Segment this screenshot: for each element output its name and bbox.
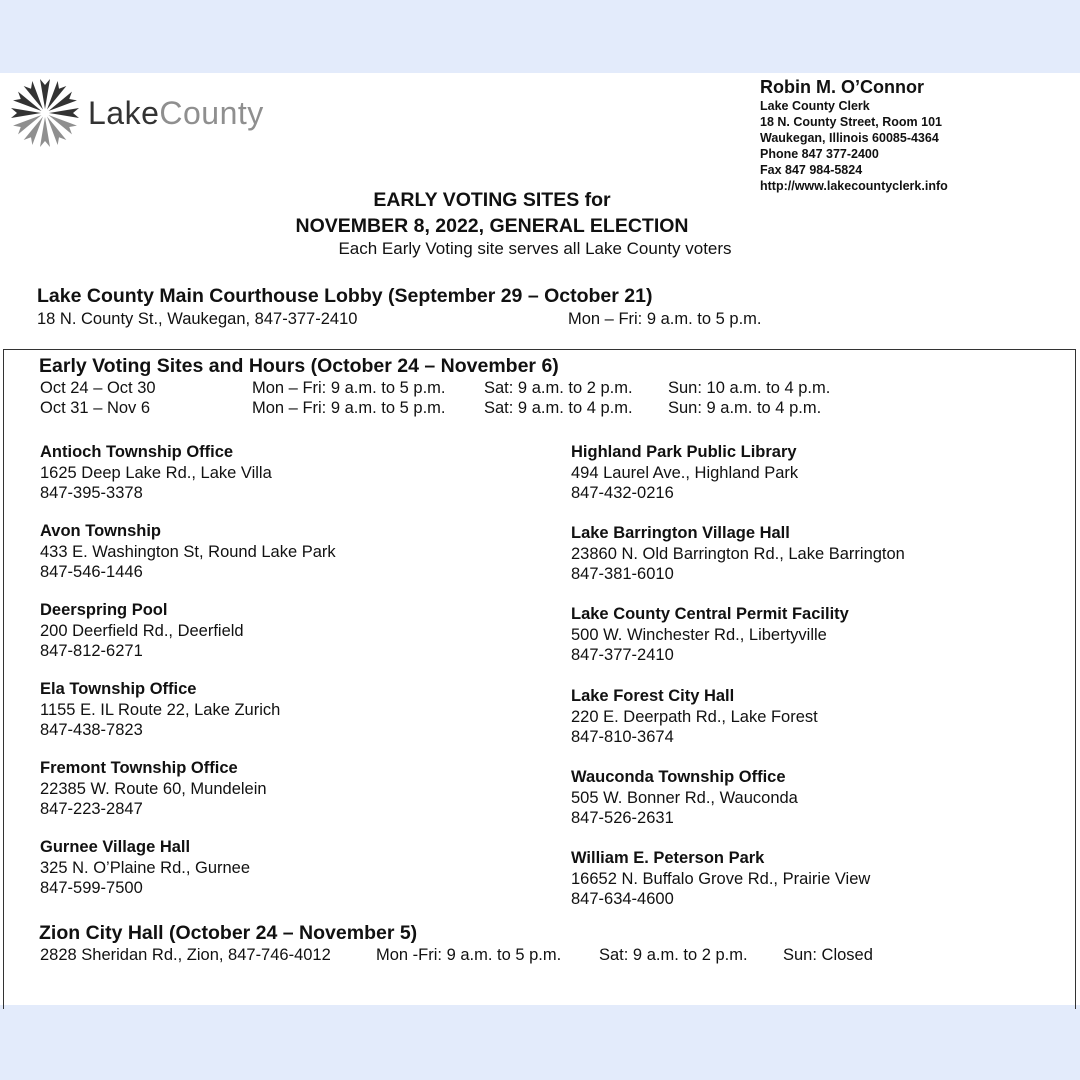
- logo-arm: [40, 117, 50, 147]
- schedule-row-2-sat: Sat: 9 a.m. to 4 p.m.: [484, 399, 633, 417]
- site-name: Gurnee Village Hall: [40, 838, 191, 856]
- site-phone: 847-432-0216: [571, 484, 674, 502]
- site-name: Antioch Township Office: [40, 443, 234, 461]
- site-address: 200 Deerfield Rd., Deerfield: [40, 621, 244, 640]
- schedule-row-1-sat: Sat: 9 a.m. to 2 p.m.: [484, 379, 633, 397]
- clerk-phone: Phone 847 377-2400: [760, 147, 879, 161]
- site-address: 22385 W. Route 60, Mundelein: [40, 779, 267, 798]
- site-name: Lake County Central Permit Facility: [571, 605, 849, 623]
- site-ela: [40, 679, 280, 741]
- star-burst-icon: [8, 75, 82, 151]
- early-voting-heading: Early Voting Sites and Hours (October 24 – November 6): [39, 355, 559, 377]
- clerk-contact-block: [760, 76, 948, 194]
- site-phone: 847-599-7500: [40, 879, 143, 897]
- site-phone: 847-810-3674: [571, 728, 674, 746]
- logo-arm: [40, 79, 50, 109]
- site-phone: 847-223-2847: [40, 800, 143, 818]
- logo-word-lake: Lake: [88, 95, 160, 131]
- site-permit-facility: [571, 604, 849, 666]
- zion-sunday-hours: Sun: Closed: [783, 946, 873, 964]
- clerk-fax: Fax 847 984-5824: [760, 163, 863, 177]
- clerk-address-line-1: 18 N. County Street, Room 101: [760, 115, 942, 129]
- site-name: Fremont Township Office: [40, 759, 238, 777]
- site-name: Avon Township: [40, 522, 161, 540]
- clerk-address-line-2: Waukegan, Illinois 60085-4364: [760, 131, 939, 145]
- site-highland-park: [571, 442, 798, 504]
- site-address: 433 E. Washington St, Round Lake Park: [40, 542, 336, 561]
- site-address: 500 W. Winchester Rd., Libertyville: [571, 625, 827, 644]
- site-name: William E. Peterson Park: [571, 849, 765, 867]
- site-fremont: [40, 758, 267, 820]
- clerk-name: Robin M. O’Connor: [760, 77, 924, 97]
- site-address: 494 Laurel Ave., Highland Park: [571, 463, 799, 482]
- lake-county-logo: [8, 75, 308, 155]
- clerk-website: http://www.lakecountyclerk.info: [760, 179, 948, 193]
- site-phone: 847-634-4600: [571, 890, 674, 908]
- schedule-row-1-dates: Oct 24 – Oct 30: [40, 379, 156, 397]
- subtitle: Each Early Voting site serves all Lake County voters: [338, 239, 732, 258]
- site-phone: 847-381-6010: [571, 565, 674, 583]
- title-line-1: EARLY VOTING SITES for: [373, 189, 611, 211]
- site-lake-forest: [571, 686, 818, 748]
- courthouse-address: 18 N. County St., Waukegan, 847-377-2410: [37, 310, 358, 328]
- zion-weekday-hours: Mon -Fri: 9 a.m. to 5 p.m.: [376, 946, 562, 964]
- site-name: Lake Barrington Village Hall: [571, 524, 790, 542]
- schedule-row-2-weekday: Mon – Fri: 9 a.m. to 5 p.m.: [252, 399, 446, 417]
- logo-arm: [49, 108, 79, 118]
- site-phone: 847-377-2410: [571, 646, 674, 664]
- schedule-row-1-sun: Sun: 10 a.m. to 4 p.m.: [668, 379, 831, 397]
- site-deerspring: [40, 600, 244, 662]
- schedule-row-1-weekday: Mon – Fri: 9 a.m. to 5 p.m.: [252, 379, 446, 397]
- site-address: 1625 Deep Lake Rd., Lake Villa: [40, 463, 272, 482]
- site-antioch: [40, 442, 272, 504]
- site-name: Deerspring Pool: [40, 601, 168, 619]
- zion-heading: Zion City Hall (October 24 – November 5): [39, 922, 418, 944]
- title-line-2: NOVEMBER 8, 2022, GENERAL ELECTION: [295, 215, 689, 237]
- schedule-row-2-sun: Sun: 9 a.m. to 4 p.m.: [668, 399, 822, 417]
- zion-saturday-hours: Sat: 9 a.m. to 2 p.m.: [599, 946, 748, 964]
- site-address: 16652 N. Buffalo Grove Rd., Prairie View: [571, 869, 871, 888]
- clerk-title: Lake County Clerk: [760, 99, 870, 113]
- site-phone: 847-546-1446: [40, 563, 143, 581]
- courthouse-heading: Lake County Main Courthouse Lobby (September 29 – October 21): [37, 285, 653, 307]
- site-name: Highland Park Public Library: [571, 443, 797, 461]
- site-phone: 847-526-2631: [571, 809, 674, 827]
- site-phone: 847-395-3378: [40, 484, 143, 502]
- logo-word-county: County: [159, 95, 264, 131]
- site-peterson-park: [571, 848, 870, 910]
- courthouse-hours: Mon – Fri: 9 a.m. to 5 p.m.: [568, 310, 762, 328]
- site-address: 220 E. Deerpath Rd., Lake Forest: [571, 707, 818, 726]
- document-page: [0, 73, 1080, 1005]
- site-name: Lake Forest City Hall: [571, 687, 735, 705]
- site-address: 1155 E. IL Route 22, Lake Zurich: [40, 700, 281, 719]
- site-address: 505 W. Bonner Rd., Wauconda: [571, 788, 798, 807]
- site-address: 325 N. O’Plaine Rd., Gurnee: [40, 858, 251, 877]
- site-phone: 847-812-6271: [40, 642, 143, 660]
- site-wauconda: [571, 767, 798, 829]
- logo-arm: [11, 108, 41, 118]
- site-lake-barrington: [571, 523, 905, 585]
- site-phone: 847-438-7823: [40, 721, 143, 739]
- site-address: 23860 N. Old Barrington Rd., Lake Barrington: [571, 544, 905, 563]
- site-name: Ela Township Office: [40, 680, 197, 698]
- site-avon: [40, 521, 336, 583]
- site-name: Wauconda Township Office: [571, 768, 786, 786]
- schedule-row-2-dates: Oct 31 – Nov 6: [40, 399, 151, 417]
- site-gurnee: [40, 837, 250, 899]
- zion-address: 2828 Sheridan Rd., Zion, 847-746-4012: [40, 946, 331, 964]
